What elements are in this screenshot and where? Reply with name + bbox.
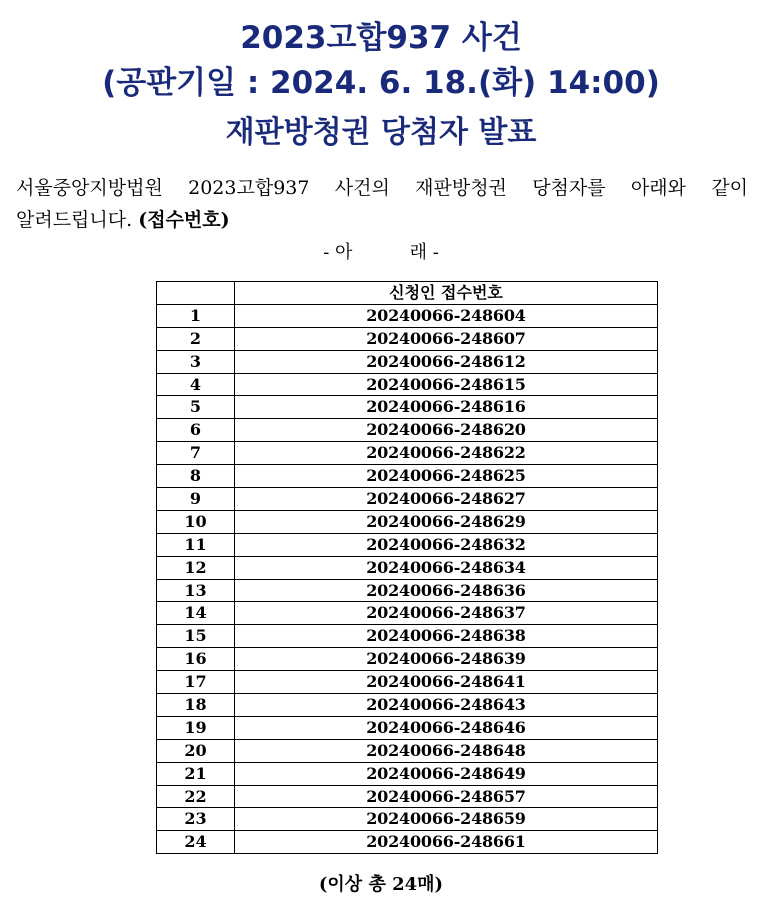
below-label: - 아 래 - — [323, 242, 439, 263]
row-receipt-number: 20240066-248637 — [235, 602, 658, 625]
row-receipt-number: 20240066-248636 — [235, 579, 658, 602]
row-receipt-number: 20240066-248627 — [235, 488, 658, 511]
row-number: 1 — [157, 304, 235, 327]
table-body — [157, 304, 658, 853]
table-row — [157, 716, 658, 739]
row-receipt-number: 20240066-248629 — [235, 510, 658, 533]
row-number: 23 — [157, 808, 235, 831]
table-row — [157, 465, 658, 488]
row-number: 20 — [157, 739, 235, 762]
row-number: 9 — [157, 488, 235, 511]
row-number: 14 — [157, 602, 235, 625]
header-receipt: 신청인 접수번호 — [235, 282, 658, 305]
row-number: 3 — [157, 350, 235, 373]
row-receipt-number: 20240066-248661 — [235, 831, 658, 854]
row-receipt-number: 20240066-248643 — [235, 694, 658, 717]
table-row — [157, 419, 658, 442]
row-number: 5 — [157, 396, 235, 419]
table-row — [157, 533, 658, 556]
table-row — [157, 304, 658, 327]
row-number: 21 — [157, 762, 235, 785]
row-receipt-number: 20240066-248616 — [235, 396, 658, 419]
intro-text-line2: 알려드립니다. — [16, 209, 133, 231]
table-row — [157, 373, 658, 396]
row-receipt-number: 20240066-248615 — [235, 373, 658, 396]
row-receipt-number: 20240066-248632 — [235, 533, 658, 556]
total-count: (이상 총 24매) — [318, 874, 444, 895]
table-header-row — [157, 282, 658, 305]
row-receipt-number: 20240066-248641 — [235, 671, 658, 694]
table-row — [157, 694, 658, 717]
row-number: 12 — [157, 556, 235, 579]
row-number: 17 — [157, 671, 235, 694]
row-number: 10 — [157, 510, 235, 533]
table-row — [157, 762, 658, 785]
row-receipt-number: 20240066-248659 — [235, 808, 658, 831]
announcement-title: 재판방청권 당첨자 발표 — [225, 115, 537, 150]
table-row — [157, 556, 658, 579]
row-receipt-number: 20240066-248638 — [235, 625, 658, 648]
row-receipt-number: 20240066-248607 — [235, 327, 658, 350]
table-row — [157, 488, 658, 511]
row-receipt-number: 20240066-248646 — [235, 716, 658, 739]
table-row — [157, 671, 658, 694]
intro-text-line2-wrapper — [16, 204, 748, 236]
intro-note: (접수번호) — [138, 209, 230, 231]
row-receipt-number: 20240066-248649 — [235, 762, 658, 785]
row-number: 8 — [157, 465, 235, 488]
row-number: 13 — [157, 579, 235, 602]
row-receipt-number: 20240066-248625 — [235, 465, 658, 488]
header-number — [157, 282, 235, 305]
row-number: 19 — [157, 716, 235, 739]
intro-paragraph — [16, 172, 748, 236]
table-row — [157, 327, 658, 350]
row-number: 4 — [157, 373, 235, 396]
row-number: 7 — [157, 442, 235, 465]
page-title: 2023고합937 사건 — [240, 20, 522, 56]
row-number: 2 — [157, 327, 235, 350]
table-row — [157, 396, 658, 419]
table-row — [157, 602, 658, 625]
row-number: 6 — [157, 419, 235, 442]
row-receipt-number: 20240066-248622 — [235, 442, 658, 465]
row-receipt-number: 20240066-248620 — [235, 419, 658, 442]
table-row — [157, 785, 658, 808]
row-receipt-number: 20240066-248604 — [235, 304, 658, 327]
table-row — [157, 442, 658, 465]
row-receipt-number: 20240066-248639 — [235, 648, 658, 671]
table-row — [157, 510, 658, 533]
row-number: 24 — [157, 831, 235, 854]
table-row — [157, 831, 658, 854]
table-row — [157, 739, 658, 762]
winners-table — [156, 281, 658, 854]
table-row — [157, 350, 658, 373]
row-number: 18 — [157, 694, 235, 717]
hearing-date-title: (공판기일 : 2024. 6. 18.(화) 14:00) — [102, 65, 660, 101]
row-number: 11 — [157, 533, 235, 556]
row-receipt-number: 20240066-248648 — [235, 739, 658, 762]
table-row — [157, 648, 658, 671]
row-receipt-number: 20240066-248634 — [235, 556, 658, 579]
table-row — [157, 579, 658, 602]
row-receipt-number: 20240066-248612 — [235, 350, 658, 373]
row-number: 16 — [157, 648, 235, 671]
row-receipt-number: 20240066-248657 — [235, 785, 658, 808]
row-number: 22 — [157, 785, 235, 808]
table-row — [157, 808, 658, 831]
table-row — [157, 625, 658, 648]
intro-text-line1: 서울중앙지방법원 2023고합937 사건의 재판방청권 당첨자를 아래와 같이 — [16, 177, 748, 199]
row-number: 15 — [157, 625, 235, 648]
